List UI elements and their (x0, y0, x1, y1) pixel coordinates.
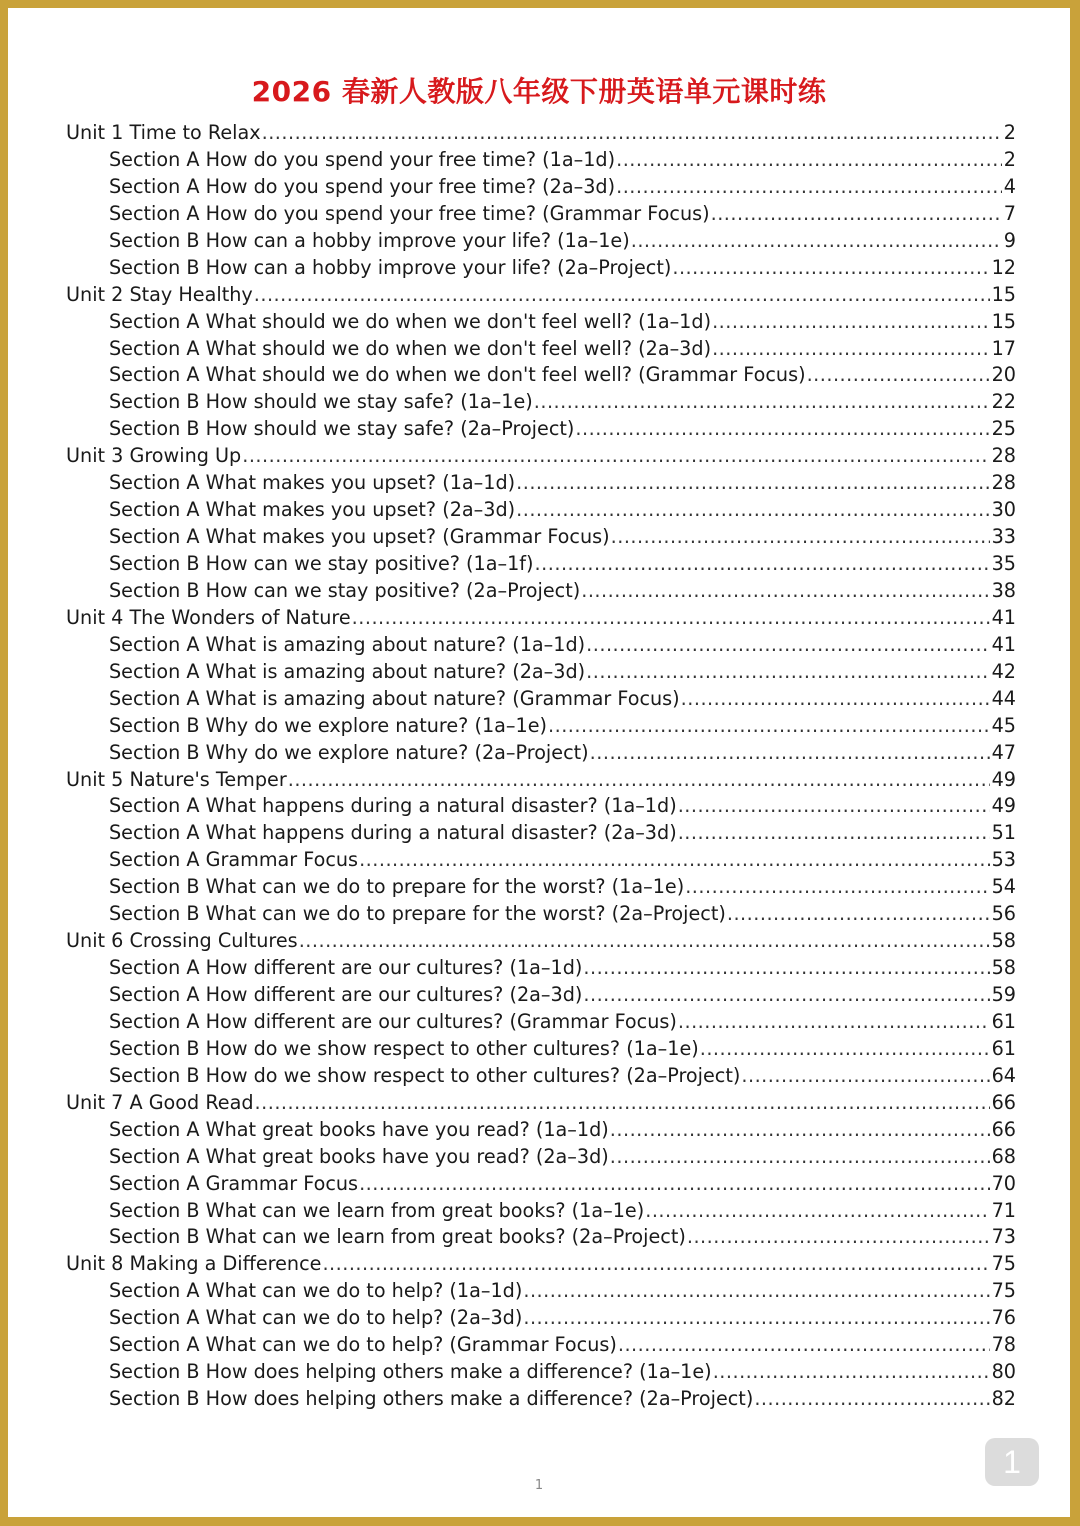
toc-unit-entry[interactable] (66, 1251, 1016, 1278)
toc-entry-label: Section A What happens during a natural disaster? (2a–3d) (109, 821, 677, 845)
toc-section-entry[interactable] (66, 1386, 1016, 1413)
toc-entry-page: 4 (1003, 174, 1016, 198)
toc-entry-label: Section B What can we learn from great books? (1a–1e) (109, 1198, 645, 1222)
dot-leader (807, 362, 990, 389)
dot-leader (516, 470, 989, 497)
toc-entry-label: Section A What makes you upset? (Grammar Focus) (109, 525, 610, 549)
toc-entry-page: 53 (991, 848, 1016, 872)
toc-entry-label: Section B What can we do to prepare for the worst? (2a–Project) (109, 902, 726, 926)
dot-leader (645, 1198, 989, 1225)
toc-entry-page: 80 (991, 1360, 1016, 1384)
dot-leader (712, 336, 990, 363)
toc-entry-page: 25 (991, 417, 1016, 441)
toc-section-entry[interactable] (66, 1117, 1016, 1144)
toc-entry-label: Section B What can we learn from great books? (2a–Project) (109, 1225, 686, 1249)
toc-section-entry[interactable] (66, 847, 1016, 874)
toc-section-entry[interactable] (66, 982, 1016, 1009)
dot-leader (711, 201, 1002, 228)
toc-entry-page: 41 (991, 605, 1016, 629)
toc-unit-entry[interactable] (66, 767, 1016, 794)
dot-leader (700, 1036, 990, 1063)
toc-section-entry[interactable] (66, 1063, 1016, 1090)
dot-leader (352, 605, 990, 632)
dot-leader (616, 147, 1002, 174)
toc-section-entry[interactable] (66, 201, 1016, 228)
dot-leader (575, 416, 989, 443)
toc-entry-label: Section A What makes you upset? (2a–3d) (109, 498, 516, 522)
toc-entry-page: 51 (991, 821, 1016, 845)
toc-entry-page: 64 (991, 1063, 1016, 1087)
toc-entry-page: 33 (991, 525, 1016, 549)
dot-leader (741, 1063, 989, 1090)
dot-leader (631, 228, 1002, 255)
toc-entry-page: 15 (991, 309, 1016, 333)
toc-entry-label: Unit 4 The Wonders of Nature (66, 605, 351, 629)
toc-section-entry[interactable] (66, 1332, 1016, 1359)
dot-leader (534, 389, 990, 416)
toc-entry-page: 49 (991, 767, 1016, 791)
dot-leader (523, 1305, 989, 1332)
toc-entry-label: Unit 6 Crossing Cultures (66, 929, 298, 953)
toc-entry-label: Section A What should we do when we don't feel well? (Grammar Focus) (109, 363, 806, 387)
toc-entry-label: Section A What is amazing about nature? (1a–1d) (109, 632, 586, 656)
toc-section-entry[interactable] (66, 1305, 1016, 1332)
toc-entry-page: 75 (991, 1279, 1016, 1303)
toc-entry-page: 54 (991, 875, 1016, 899)
toc-section-entry[interactable] (66, 551, 1016, 578)
toc-entry-label: Section B How should we stay safe? (1a–1e) (109, 390, 533, 414)
toc-unit-entry[interactable] (66, 282, 1016, 309)
toc-entry-label: Section B Why do we explore nature? (1a–1e) (109, 713, 547, 737)
toc-section-entry[interactable] (66, 901, 1016, 928)
toc-entry-label: Section A What can we do to help? (2a–3d) (109, 1306, 523, 1330)
toc-section-entry[interactable] (66, 659, 1016, 686)
dot-leader (712, 309, 990, 336)
dot-leader (687, 1224, 990, 1251)
toc-entry-label: Section A How do you spend your free time? (1a–1d) (109, 147, 616, 171)
toc-entry-label: Section A How do you spend your free time? (Grammar Focus) (109, 201, 710, 225)
toc-section-entry[interactable] (66, 470, 1016, 497)
dot-leader (262, 120, 1002, 147)
toc-entry-label: Section A What happens during a natural disaster? (1a–1d) (109, 794, 677, 818)
toc-entry-label: Section B What can we do to prepare for the worst? (1a–1e) (109, 875, 685, 899)
toc-section-entry[interactable] (66, 416, 1016, 443)
toc-entry-label: Section B How do we show respect to other cultures? (1a–1e) (109, 1036, 699, 1060)
dot-leader (727, 901, 990, 928)
toc-unit-entry[interactable] (66, 928, 1016, 955)
toc-entry-page: 61 (991, 1036, 1016, 1060)
toc-entry-label: Section A What can we do to help? (Grammar Focus) (109, 1333, 617, 1357)
toc-section-entry[interactable] (66, 686, 1016, 713)
toc-unit-entry[interactable] (66, 443, 1016, 470)
toc-entry-page: 20 (991, 363, 1016, 387)
page-indicator-badge[interactable]: 1 (985, 1438, 1039, 1486)
dot-leader (548, 713, 990, 740)
toc-entry-label: Section A Grammar Focus (109, 848, 359, 872)
toc-entry-page: 78 (991, 1333, 1016, 1357)
toc-entry-label: Section B Why do we explore nature? (2a–Project) (109, 740, 589, 764)
toc-entry-page: 38 (991, 578, 1016, 602)
toc-entry-label: Unit 3 Growing Up (66, 444, 242, 468)
toc-entry-page: 17 (991, 336, 1016, 360)
toc-unit-entry[interactable] (66, 120, 1016, 147)
toc-entry-label: Unit 1 Time to Relax (66, 121, 261, 144)
toc-section-entry[interactable] (66, 1224, 1016, 1251)
toc-entry-page: 7 (1003, 201, 1016, 225)
dot-leader (610, 1144, 990, 1171)
toc-entry-page: 44 (991, 686, 1016, 710)
toc-section-entry[interactable] (66, 955, 1016, 982)
dot-leader (242, 443, 989, 470)
toc-entry-label: Section B How should we stay safe? (2a–Project) (109, 417, 575, 441)
dot-leader (616, 174, 1002, 201)
toc-entry-page: 82 (991, 1387, 1016, 1411)
toc-entry-label: Unit 5 Nature's Temper (66, 767, 287, 791)
toc-entry-label: Unit 8 Making a Difference (66, 1252, 322, 1276)
toc-section-entry[interactable] (66, 793, 1016, 820)
toc-entry-label: Section B How does helping others make a difference? (1a–1e) (109, 1360, 712, 1384)
dot-leader (299, 928, 990, 955)
toc-section-entry[interactable] (66, 1009, 1016, 1036)
toc-entry-page: 70 (991, 1171, 1016, 1195)
dot-leader (535, 551, 990, 578)
toc-section-entry[interactable] (66, 1278, 1016, 1305)
table-of-contents (66, 120, 1016, 1413)
document-page (8, 8, 1070, 1517)
toc-entry-label: Section A How different are our cultures? (1a–1d) (109, 956, 583, 980)
toc-section-entry[interactable] (66, 336, 1016, 363)
toc-entry-page: 35 (991, 552, 1016, 575)
toc-entry-page: 73 (991, 1225, 1016, 1249)
toc-entry-label: Section A How different are our cultures? (2a–3d) (109, 983, 583, 1006)
toc-entry-page: 75 (991, 1252, 1016, 1276)
toc-entry-page: 41 (991, 632, 1016, 656)
toc-entry-label: Section A How do you spend your free time? (2a–3d) (109, 174, 616, 198)
toc-section-entry[interactable] (66, 713, 1016, 740)
toc-unit-entry[interactable] (66, 605, 1016, 632)
toc-entry-page: 22 (991, 390, 1016, 414)
toc-section-entry[interactable] (66, 362, 1016, 389)
toc-entry-label: Section A What should we do when we don't feel well? (1a–1d) (109, 309, 712, 333)
toc-entry-label: Section A What should we do when we don't feel well? (2a–3d) (109, 336, 712, 360)
dot-leader (322, 1251, 989, 1278)
toc-entry-page: 30 (991, 498, 1016, 522)
toc-entry-page: 66 (991, 1117, 1016, 1141)
toc-section-entry[interactable] (66, 820, 1016, 847)
toc-section-entry[interactable] (66, 147, 1016, 174)
dot-leader (678, 820, 990, 847)
toc-entry-page: 59 (991, 983, 1016, 1006)
dot-leader (586, 659, 989, 686)
dot-leader (672, 255, 989, 282)
toc-section-entry[interactable] (66, 255, 1016, 282)
dot-leader (590, 740, 990, 767)
toc-entry-label: Section A What is amazing about nature? (2a–3d) (109, 659, 586, 683)
dot-leader (359, 1171, 990, 1198)
toc-section-entry[interactable] (66, 174, 1016, 201)
toc-section-entry[interactable] (66, 874, 1016, 901)
toc-section-entry[interactable] (66, 1144, 1016, 1171)
dot-leader (254, 282, 990, 309)
toc-entry-page: 76 (991, 1306, 1016, 1330)
toc-section-entry[interactable] (66, 632, 1016, 659)
toc-entry-page: 47 (991, 740, 1016, 764)
toc-section-entry[interactable] (66, 524, 1016, 551)
dot-leader (516, 497, 989, 524)
toc-entry-label: Section A What is amazing about nature? (Grammar Focus) (109, 686, 680, 710)
toc-section-entry[interactable] (66, 309, 1016, 336)
dot-leader (255, 1090, 990, 1117)
toc-section-entry[interactable] (66, 578, 1016, 605)
dot-leader (583, 955, 989, 982)
toc-entry-page: 45 (991, 713, 1016, 737)
toc-entry-page: 58 (991, 956, 1016, 980)
dot-leader (681, 686, 990, 713)
toc-entry-page: 28 (991, 444, 1016, 468)
footer-page-number: 1 (534, 1478, 544, 1493)
toc-entry-label: Unit 2 Stay Healthy (66, 282, 253, 306)
toc-entry-page: 9 (1003, 228, 1016, 252)
dot-leader (288, 767, 990, 794)
toc-entry-page: 49 (991, 794, 1016, 818)
toc-entry-page: 28 (991, 471, 1016, 495)
toc-entry-page: 42 (991, 659, 1016, 683)
toc-entry-page: 66 (991, 1090, 1016, 1114)
toc-entry-label: Section B How can we stay positive? (1a–1f) (109, 552, 534, 575)
dot-leader (586, 632, 989, 659)
toc-section-entry[interactable] (66, 1198, 1016, 1225)
document-title: 2026 春新人教版八年级下册英语单元课时练 (251, 75, 827, 108)
toc-entry-label: Section B How does helping others make a difference? (2a–Project) (109, 1387, 754, 1411)
toc-entry-label: Section A What makes you upset? (1a–1d) (109, 471, 516, 495)
toc-section-entry[interactable] (66, 228, 1016, 255)
toc-entry-label: Section A What great books have you read? (2a–3d) (109, 1144, 609, 1168)
toc-entry-label: Section A What great books have you read? (1a–1d) (109, 1117, 609, 1141)
dot-leader (359, 847, 990, 874)
dot-leader (685, 874, 989, 901)
toc-section-entry[interactable] (66, 740, 1016, 767)
dot-leader (618, 1332, 990, 1359)
toc-section-entry[interactable] (66, 1036, 1016, 1063)
toc-entry-label: Unit 7 A Good Read (66, 1090, 254, 1114)
dot-leader (610, 1117, 990, 1144)
dot-leader (713, 1359, 990, 1386)
toc-unit-entry[interactable] (66, 1090, 1016, 1117)
toc-entry-page: 71 (991, 1198, 1016, 1222)
toc-section-entry[interactable] (66, 1171, 1016, 1198)
toc-entry-label: Section A What can we do to help? (1a–1d) (109, 1279, 523, 1303)
toc-entry-page: 2 (1003, 147, 1016, 171)
dot-leader (754, 1386, 989, 1413)
toc-entry-page: 68 (991, 1144, 1016, 1168)
toc-entry-page: 2 (1003, 121, 1016, 144)
dot-leader (581, 578, 989, 605)
dot-leader (678, 1009, 990, 1036)
toc-entry-page: 58 (991, 929, 1016, 953)
toc-entry-label: Section A Grammar Focus (109, 1171, 359, 1195)
toc-section-entry[interactable] (66, 497, 1016, 524)
toc-entry-page: 15 (991, 282, 1016, 306)
dot-leader (678, 793, 990, 820)
toc-entry-label: Section A How different are our cultures? (Grammar Focus) (109, 1009, 677, 1033)
toc-section-entry[interactable] (66, 1359, 1016, 1386)
toc-entry-label: Section B How do we show respect to other cultures? (2a–Project) (109, 1063, 741, 1087)
dot-leader (611, 524, 990, 551)
toc-entry-page: 12 (991, 255, 1016, 279)
dot-leader (523, 1278, 989, 1305)
toc-entry-label: Section B How can we stay positive? (2a–Project) (109, 578, 581, 602)
toc-section-entry[interactable] (66, 389, 1016, 416)
toc-entry-page: 61 (991, 1009, 1016, 1033)
toc-entry-label: Section B How can a hobby improve your life? (2a–Project) (109, 255, 672, 279)
toc-entry-label: Section B How can a hobby improve your life? (1a–1e) (109, 228, 630, 252)
dot-leader (583, 982, 989, 1009)
toc-entry-page: 56 (991, 902, 1016, 926)
